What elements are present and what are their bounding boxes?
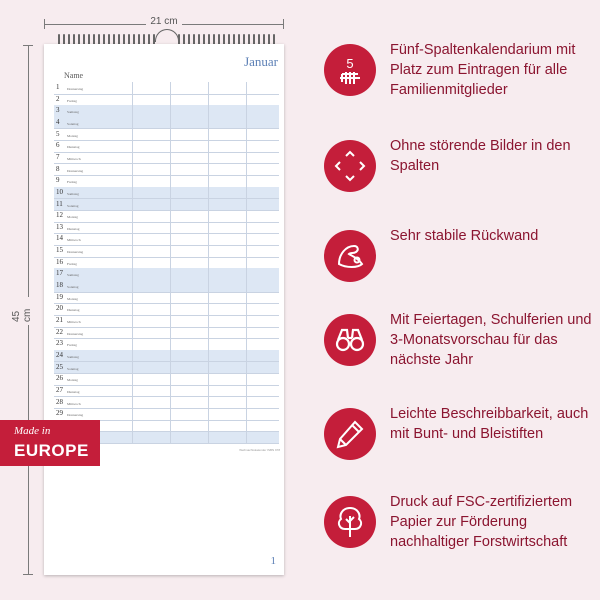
- day-number: 26: [56, 374, 63, 383]
- day-number: 11: [56, 199, 63, 208]
- feature-item: [324, 496, 594, 556]
- day-number: 5: [56, 129, 60, 138]
- day-number: 6: [56, 141, 60, 150]
- feature-item: [324, 44, 594, 104]
- feature-item: [324, 230, 594, 290]
- feature-text: Mit Feiertagen, Schulferien und 3-Monatsvorschau für das nächste Jahr: [390, 312, 592, 368]
- weekday-label: Samstag: [67, 354, 79, 359]
- five-columns-icon: [324, 44, 376, 96]
- weekday-label: Samstag: [67, 191, 79, 196]
- strong-arm-icon: [324, 230, 376, 282]
- day-number: 14: [56, 234, 63, 243]
- weekday-label: Donnerstag: [67, 331, 84, 336]
- day-number: 28: [56, 397, 63, 406]
- feature-text: Ohne störende Bilder in den Spalten: [390, 138, 571, 174]
- weekday-label: Dienstag: [67, 389, 80, 394]
- weekday-label: Dienstag: [67, 308, 80, 313]
- column-divider: [246, 82, 247, 444]
- weekday-label: Mittwoch: [67, 401, 81, 406]
- weekday-label: Montag: [67, 215, 78, 220]
- day-number: 19: [56, 292, 63, 301]
- day-number: 20: [56, 304, 63, 313]
- weekday-label: Sonntag: [67, 203, 79, 208]
- day-number: 27: [56, 385, 63, 394]
- day-number: 4: [56, 117, 60, 126]
- day-number: 21: [56, 316, 63, 324]
- day-number: 24: [56, 350, 63, 359]
- feature-item: [324, 408, 594, 468]
- arrows-frame-icon: [324, 140, 376, 192]
- weekday-label: Mittwoch: [67, 320, 81, 324]
- day-number: 18: [56, 281, 63, 290]
- weekday-label: Freitag: [67, 98, 77, 103]
- region-label: EUROPE: [14, 441, 89, 460]
- column-divider: [170, 82, 171, 444]
- weekday-label: Mittwoch: [67, 156, 81, 161]
- tree-icon: [324, 496, 376, 548]
- day-number: 12: [56, 211, 63, 220]
- day-number: 22: [56, 327, 63, 336]
- pencil-icon: [324, 408, 376, 460]
- day-number: 13: [56, 222, 63, 231]
- weekday-label: Samstag: [67, 110, 79, 115]
- weekday-label: Sonntag: [67, 366, 79, 371]
- day-number: 23: [56, 339, 63, 348]
- binoculars-icon: [324, 314, 376, 366]
- weekday-label: Freitag: [67, 261, 77, 266]
- calendar-footer: Weihnachtskalender ISBN 978: [239, 448, 280, 452]
- weekday-label: Mittwoch: [67, 238, 81, 243]
- feature-item: [324, 140, 594, 200]
- weekday-label: Sonntag: [67, 285, 79, 290]
- weekday-label: Freitag: [67, 343, 77, 348]
- month-title: Januar: [244, 54, 278, 69]
- page-number: 1: [270, 555, 276, 567]
- day-number: 15: [56, 246, 63, 255]
- name-column-header: Name: [64, 71, 84, 80]
- weekday-label: Donnerstag: [67, 413, 84, 418]
- day-number: 7: [56, 152, 60, 161]
- feature-text: Druck auf FSC-zertifiziertem Papier zur Förderung nachhaltiger Forstwirtschaft: [390, 494, 573, 550]
- day-number: 25: [56, 362, 63, 371]
- day-number: 9: [56, 176, 60, 185]
- weekday-label: Dienstag: [67, 226, 80, 231]
- weekday-label: Freitag: [67, 180, 77, 185]
- weekday-label: Montag: [67, 133, 78, 138]
- width-label: 21 cm: [146, 16, 181, 27]
- weekday-label: Montag: [67, 296, 78, 301]
- weekday-label: Samstag: [67, 273, 79, 278]
- made-in-label: Made in: [14, 425, 51, 437]
- day-number: 8: [56, 164, 60, 173]
- weekday-label: Montag: [67, 378, 78, 383]
- column-divider: [208, 82, 209, 444]
- five-columns-icon-text: 5: [346, 56, 354, 71]
- day-number: 3: [56, 106, 60, 115]
- feature-text: Leichte Beschreibbarkeit, auch mit Bunt- und Bleistiften: [390, 406, 589, 442]
- feature-text: Sehr stabile Rückwand: [390, 228, 539, 244]
- day-number: 10: [56, 187, 63, 196]
- calendar-page: [44, 44, 284, 575]
- day-number: 17: [56, 269, 63, 278]
- weekday-label: Donnerstag: [67, 168, 84, 173]
- day-number: 1: [56, 83, 60, 91]
- height-label: 45 cm: [11, 297, 33, 325]
- day-number: 29: [56, 409, 63, 418]
- day-number: 2: [56, 94, 60, 103]
- day-number: 16: [56, 257, 63, 266]
- made-in-europe-badge: [0, 420, 100, 466]
- column-divider: [132, 82, 133, 444]
- weekday-label: Sonntag: [67, 121, 79, 126]
- weekday-label: Dienstag: [67, 145, 80, 150]
- feature-text: Fünf-Spaltenkalendarium mit Platz zum Eintragen für alle Familienmitglieder: [390, 42, 576, 98]
- feature-item: [324, 314, 594, 374]
- weekday-label: Donnerstag: [67, 87, 84, 91]
- weekday-label: Donnerstag: [67, 250, 84, 255]
